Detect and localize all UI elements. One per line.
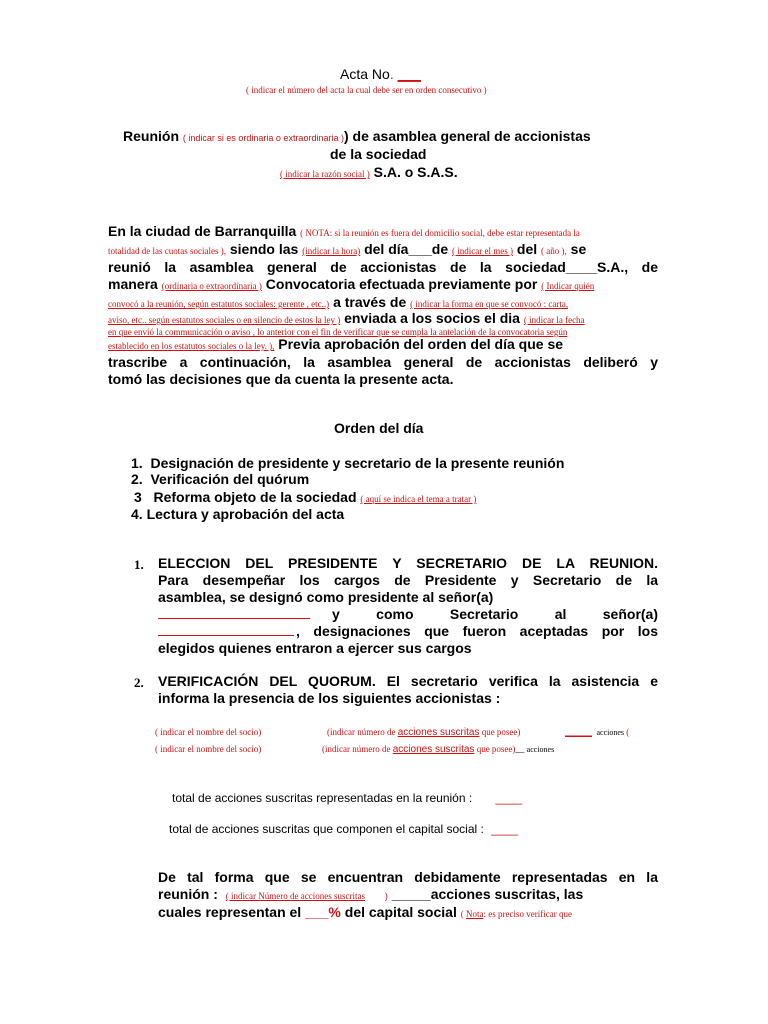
closing-note-label: Nota <box>465 909 484 919</box>
shareholder-name-note: ( indicar el nombre del socio) <box>155 727 262 737</box>
intro-aviso-note: aviso, etc.. según estatutos sociales o en silencio de estos la ley ) <box>108 315 341 325</box>
intro-city: En la ciudad de Barranquilla <box>108 223 297 239</box>
shares-note-post: que posee) <box>476 744 516 754</box>
meeting-title-line3 <box>280 164 458 180</box>
closing-paren: ) <box>384 891 388 901</box>
intro-ano-note: ( año ), <box>541 246 567 256</box>
agenda-item-note: ( aquí se indica el tema a tratar ) <box>360 494 477 504</box>
intro-quien-note: ( Indicar quién <box>541 281 595 291</box>
shareholder-shares-value: ______ acciones ( <box>565 727 630 737</box>
closing-line-3 <box>158 904 572 920</box>
agenda-item-number: 2. <box>131 471 143 487</box>
section1-line-5: , designaciones que fueron aceptadas por los <box>296 623 658 639</box>
closing-percent: ___% <box>305 904 341 920</box>
intro-forma-note: ( indicar la forma en que se convocó : carta, <box>410 299 569 309</box>
company-types: S.A. o S.A.S. <box>373 164 458 180</box>
meeting-title-rest: ) de asamblea general de accionistas <box>343 128 591 144</box>
intro-line-2 <box>108 241 586 257</box>
intro-nota-cont: totalidad de las cuotas sociales ), <box>108 246 226 256</box>
section1-line-4: y como Secretario al señor(a) <box>332 606 658 622</box>
section2-number: 2. <box>134 675 144 690</box>
shares-note-link: acciones suscritas <box>397 727 480 738</box>
section1-line-6: elegidos quienes entraron a ejercer sus cargos <box>158 640 472 656</box>
intro-line-8 <box>108 336 563 352</box>
meeting-reunion-label: Reunión <box>123 128 179 144</box>
agenda-item <box>134 489 476 505</box>
company-name-note: ( indicar la razón social ) <box>280 169 370 179</box>
intro-line-4 <box>108 276 594 292</box>
intro-line-5 <box>108 294 568 310</box>
acta-number-note: ( indicar el número del acta la cual debe ser en orden consecutivo ) <box>246 85 487 95</box>
intro-siendo: siendo las <box>229 241 299 257</box>
shareholder-row <box>155 727 261 737</box>
shares-tail-paren: ( <box>626 727 630 737</box>
closing-line-2 <box>158 886 583 902</box>
meeting-type-note: ( indicar si es ordinaria o extraordinaria ) <box>182 133 344 143</box>
shares-note-pre: (indicar número de <box>322 744 391 754</box>
closing-note-open: ( <box>460 909 464 919</box>
president-name-blank <box>158 606 310 619</box>
shares-note-post: que posee) <box>481 727 521 737</box>
intro-line-6 <box>108 310 585 326</box>
intro-line-10: tomó las decisiones que da cuenta la presente acta. <box>108 371 454 387</box>
intro-del: del <box>516 241 538 257</box>
acta-title <box>340 66 421 82</box>
intro-atraves: a través de <box>333 294 407 310</box>
section2-line-2: informa la presencia de los siguientes accionistas : <box>158 690 501 706</box>
section2-line-1: VERIFICACIÓN DEL QUORUM. El secretario verifica la asistencia e <box>158 673 658 689</box>
total-capital <box>169 822 518 836</box>
closing-line-1: De tal forma que se encuentran debidamente representadas en la <box>158 869 658 885</box>
total-represented-blank: ____ <box>495 791 523 805</box>
agenda-item <box>131 471 309 487</box>
agenda-item-text: Verificación del quórum <box>150 471 310 487</box>
intro-convocatoria: Convocatoria efectuada previamente por <box>265 276 538 292</box>
agenda-heading: Orden del día <box>334 420 424 436</box>
agenda-item-number: 4. <box>131 506 143 522</box>
closing-note-text: : es preciso verificar que <box>483 909 572 919</box>
closing-cuales: cuales representan el <box>158 904 302 920</box>
shares-note-pre: (indicar número de <box>327 727 396 737</box>
agenda-item-number: 3 <box>134 489 142 505</box>
intro-line-9: trascribe a continuación, la asamblea general de accionistas deliberó y <box>108 354 658 370</box>
shares-tail: acciones <box>526 745 555 754</box>
intro-manera: manera <box>108 276 158 292</box>
shares-blank: ______ <box>565 727 592 737</box>
shares-note-link: acciones suscritas <box>392 744 475 755</box>
intro-se: se <box>570 241 587 257</box>
total-capital-blank: ____ <box>491 822 518 836</box>
section1-line-2: Para desempeñar los cargos de Presidente y Secretario de la <box>158 572 658 588</box>
section1-line-3: asamblea, se designó como presidente al señor(a) <box>158 589 494 605</box>
intro-line-7: en que envió la communicación o aviso , lo anterior con el fin de verificar que se cumpla la antelación de la convocatoria según <box>108 327 568 337</box>
shares-blank: __ <box>515 744 525 754</box>
meeting-title-line1 <box>123 128 591 144</box>
acta-title-dot: . <box>389 66 394 82</box>
intro-nota: ( NOTA: si la reunión es fuera del domicilio social, debe estar representada la <box>300 228 580 238</box>
total-represented-label: total de acciones suscritas representadas en la reunión : <box>172 791 473 805</box>
intro-mes-note: ( indicar el mes ) <box>452 246 513 256</box>
intro-fecha-note: ( indicar la fecha <box>523 315 585 325</box>
intro-estatutos-note: establecido en los estatutos sociales o la ley. ), <box>108 341 275 351</box>
agenda-item <box>131 455 564 471</box>
intro-line-3: reunió la asamblea general de accionistas de la sociedad____S.A., de <box>108 259 658 275</box>
acta-title-text: Acta No <box>340 66 390 82</box>
agenda-item-text: Designación de presidente y secretario de la presente reunión <box>150 455 565 471</box>
agenda-item <box>131 506 344 522</box>
section1-line-1: ELECCION DEL PRESIDENTE Y SECRETARIO DE LA REUNION. <box>158 555 658 571</box>
secretary-name-blank <box>158 623 294 636</box>
agenda-item-text: Reforma objeto de la sociedad <box>153 489 357 505</box>
intro-manera-note: (ordinaria o extraordinaria ) <box>161 281 262 291</box>
closing-capital: del capital social <box>344 904 457 920</box>
intro-dia: del día___de <box>364 241 449 257</box>
acta-number-blank: ___ <box>397 66 421 82</box>
intro-previa: Previa aprobación del orden del día que se <box>278 336 564 352</box>
agenda-item-number: 1. <box>131 455 143 471</box>
total-capital-label: total de acciones suscritas que componen el capital social : <box>169 822 484 836</box>
total-represented <box>172 791 522 805</box>
agenda-item-text: Lectura y aprobación del acta <box>146 506 345 522</box>
intro-hora-note: (indicar la hora) <box>302 246 361 256</box>
shareholder-row <box>155 744 261 754</box>
shareholder-shares <box>327 727 520 738</box>
shareholder-name-note: ( indicar el nombre del socio) <box>155 744 262 754</box>
intro-convoco-note: convocó a la reunión, según estatutos sociales: gerente , etc..) <box>108 299 330 309</box>
closing-shares-note: ( indicar Número de acciones suscritas <box>225 891 365 901</box>
section1-number: 1. <box>134 557 144 572</box>
intro-enviada: enviada a los socios el dia <box>344 310 520 326</box>
closing-acciones: _____acciones suscritas, las <box>391 886 584 902</box>
closing-reunion: reunión : <box>158 886 218 902</box>
shareholder-shares <box>322 744 554 755</box>
intro-line-1 <box>108 223 580 239</box>
meeting-title-line2: de la sociedad <box>330 146 427 162</box>
